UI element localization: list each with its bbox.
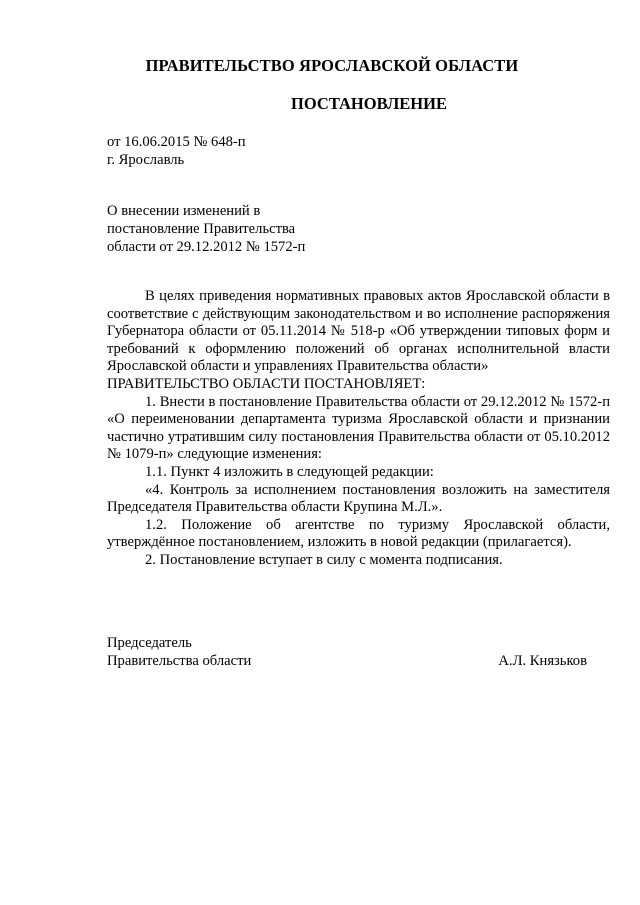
signature-row [107,652,587,670]
preamble-paragraph: В целях приведения нормативных правовых актов Ярославской области в соответствие с действующим законодательством и во исполнение распоряжения Губернатора области от 05.11.2014 № 518-р «Об утверждении типовых форм и требований к оформлению положений об органах исполнительной власти Ярославской области и управлениях Правительства области» [107,288,610,375]
item-1-paragraph: 1. Внести в постановление Правительства области от 29.12.2012 № 1572-п «О переименовании департамента туризма Ярославской области и признании частично утратившим силу постановления Правительства области от 05.10.2012 № 1079-п» следующие изменения: [107,393,610,463]
item-1-1-text-paragraph: «4. Контроль за исполнением постановления возложить на заместителя Председателя Правительства области Крупина М.Л.». [107,481,610,516]
date-number: от 16.06.2015 № 648-п [107,134,246,150]
subject-line-2: постановление Правительства [107,221,296,237]
document-type-title: ПОСТАНОВЛЕНИЕ [291,94,447,113]
subject-line-3: области от 29.12.2012 № 1572-п [107,239,306,255]
item-2-paragraph: 2. Постановление вступает в силу с момента подписания. [145,551,503,568]
resolves-statement: ПРАВИТЕЛЬСТВО ОБЛАСТИ ПОСТАНОВЛЯЕТ: [107,375,426,392]
subject-line-1: О внесении изменений в [107,203,261,219]
document-subject [107,202,305,256]
city: г. Ярославль [107,152,185,168]
signer-position-line-2: Правительства области [107,653,252,669]
document-body [107,288,610,570]
item-1-2-paragraph: 1.2. Положение об агентстве по туризму Ярославской области, утверждённое постановлением, изложить в новой редакции (прилагается). [107,516,610,551]
signer-name: А.Л. Князьков [498,653,587,669]
signer-position-line-1: Председатель [107,635,192,651]
item-1-1-paragraph: 1.1. Пункт 4 изложить в следующей редакции: [145,463,434,480]
organization-title: ПРАВИТЕЛЬСТВО ЯРОСЛАВСКОЙ ОБЛАСТИ [145,56,519,75]
document-meta [107,133,246,169]
signature-block [107,634,587,670]
